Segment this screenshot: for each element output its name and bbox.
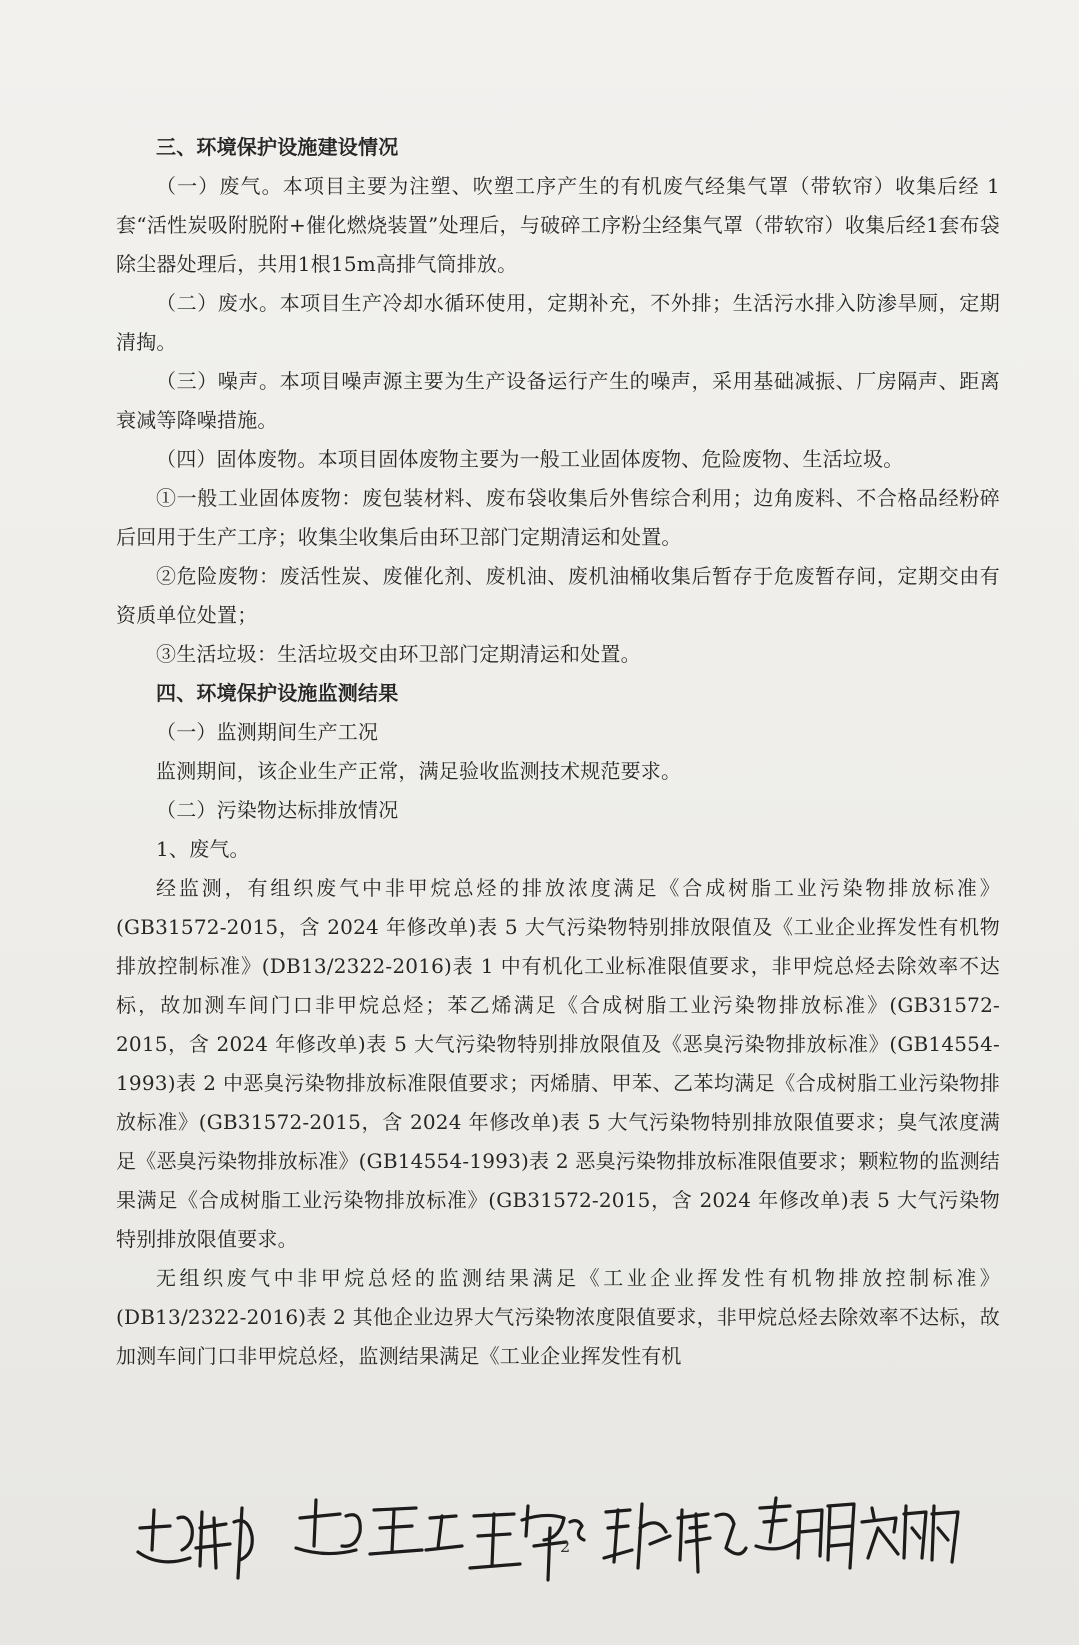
subheading-emission-compliance: （二）污染物达标排放情况 — [156, 798, 399, 822]
section-4-heading: 四、环境保护设施监测结果 — [156, 681, 399, 705]
section-3-heading: 三、环境保护设施建设情况 — [156, 135, 399, 159]
paragraph-noise: （三）噪声。本项目噪声源主要为生产设备运行产生的噪声，采用基础减振、厂房隔声、距离衰减等降噪措施。 — [116, 369, 1000, 432]
paragraph-solid-waste: （四）固体废物。本项目固体废物主要为一般工业固体废物、危险废物、生活垃圾。 — [156, 447, 904, 471]
paragraph-hazardous-waste: ②危险废物：废活性炭、废催化剂、废机油、废机油桶收集后暂存于危废暂存间，定期交由有资质单位处置； — [116, 564, 1000, 627]
paragraph-waste-gas: （一）废气。本项目主要为注塑、吹塑工序产生的有机废气经集气罩（带软帘）收集后经 1 套“活性炭吸附脱附+催化燃烧装置”处理后，与破碎工序粉尘经集气罩（带软帘）收集后经1套布袋除尘器处理后，共用1根15m高排气筒排放。 — [116, 174, 1000, 276]
signature-1 — [138, 1508, 252, 1578]
page-number: 2 — [560, 1537, 571, 1556]
signature-4 — [604, 1504, 746, 1572]
paragraph-domestic-garbage: ③生活垃圾：生活垃圾交由环卫部门定期清运和处置。 — [156, 642, 641, 666]
item-waste-gas: 1、废气。 — [156, 837, 250, 861]
subheading-production-conditions: （一）监测期间生产工况 — [156, 720, 379, 744]
paragraph-production-conditions: 监测期间，该企业生产正常，满足验收监测技术规范要求。 — [156, 759, 682, 783]
handwritten-signatures — [130, 1488, 970, 1598]
paragraph-unorganized-emissions: 无组织废气中非甲烷总烃的监测结果满足《工业企业挥发性有机物排放控制标准》(DB13/2322-2016)表 2 其他企业边界大气污染物浓度限值要求，非甲烷总烃去除效率不达标，故加测车间门口非甲烷总烃，监测结果满足《工业企业挥发性有机 — [116, 1266, 1000, 1368]
paragraph-general-solid-waste: ①一般工业固体废物：废包装材料、废布袋收集后外售综合利用；边角废料、不合格品经粉碎后回用于生产工序；收集尘收集后由环卫部门定期清运和处置。 — [116, 486, 1000, 549]
signature-5 — [756, 1498, 854, 1568]
signature-6 — [862, 1506, 958, 1562]
document-body — [116, 128, 1000, 1376]
signature-2 — [296, 1500, 462, 1554]
paragraph-organized-emissions: 经监测，有组织废气中非甲烷总烃的排放浓度满足《合成树脂工业污染物排放标准》(GB31572-2015，含 2024 年修改单)表 5 大气污染物特别排放限值及《工业企业挥发性有机物排放控制标准》(DB13/2322-2016)表 1 中有机化工业标准限值要求，非甲烷总烃去除效率不达标，故加测车间门口非甲烷总烃；苯乙烯满足《合成树脂工业污染物排放标准》(GB31572-2015，含 2024 年修改单)表 5 大气污染物特别排放限值及《恶臭污染物排放标准》(GB14554-1993)表 2 中恶臭污染物排放标准限值要求；丙烯腈、甲苯、乙苯均满足《合成树脂工业污染物排放标准》(GB31572-2015，含 2024 年修改单)表 5 大气污染物特别排放限值要求；臭气浓度满足《恶臭污染物排放标准》(GB14554-1993)表 2 恶臭污染物排放标准限值要求；颗粒物的监测结果满足《合成树脂工业污染物排放标准》(GB31572-2015，含 2024 年修改单)表 5 大气污染物特别排放限值要求。 — [116, 876, 1000, 1251]
paragraph-waste-water: （二）废水。本项目生产冷却水循环使用，定期补充，不外排；生活污水排入防渗旱厕，定期清掏。 — [116, 291, 1000, 354]
signature-row — [130, 1488, 970, 1598]
